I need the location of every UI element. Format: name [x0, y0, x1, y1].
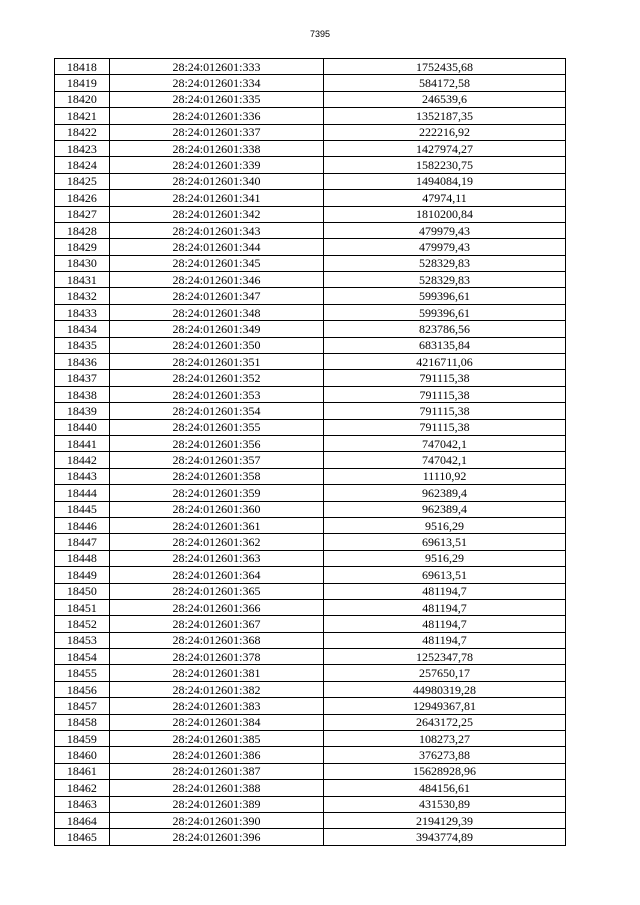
row-number-cell: 18458 [55, 714, 110, 730]
cadastral-number-cell: 28:24:012601:382 [109, 681, 323, 697]
row-number-cell: 18442 [55, 452, 110, 468]
table-row [55, 435, 566, 451]
row-number-cell: 18429 [55, 239, 110, 255]
table-row [55, 91, 566, 107]
table-row [55, 550, 566, 566]
table-row [55, 649, 566, 665]
cadastral-value-cell: 47974,11 [324, 190, 566, 206]
cadastral-number-cell: 28:24:012601:358 [109, 468, 323, 484]
cadastral-value-cell: 962389,4 [324, 485, 566, 501]
table-row [55, 714, 566, 730]
table-row [55, 75, 566, 91]
row-number-cell: 18455 [55, 665, 110, 681]
row-number-cell: 18447 [55, 534, 110, 550]
cadastral-number-cell: 28:24:012601:385 [109, 731, 323, 747]
table-row [55, 583, 566, 599]
page-number: 7395 [309, 29, 331, 39]
row-number-cell: 18431 [55, 272, 110, 288]
row-number-cell: 18428 [55, 222, 110, 238]
row-number-cell: 18435 [55, 337, 110, 353]
cadastral-value-cell: 69613,51 [324, 567, 566, 583]
cadastral-number-cell: 28:24:012601:388 [109, 780, 323, 796]
cadastral-value-cell: 9516,29 [324, 550, 566, 566]
row-number-cell: 18439 [55, 403, 110, 419]
cadastral-value-cell: 479979,43 [324, 222, 566, 238]
cadastral-number-cell: 28:24:012601:363 [109, 550, 323, 566]
row-number-cell: 18421 [55, 108, 110, 124]
cadastral-value-cell: 15628928,96 [324, 763, 566, 779]
cadastral-value-cell: 481194,7 [324, 616, 566, 632]
row-number-cell: 18418 [55, 59, 110, 75]
row-number-cell: 18464 [55, 812, 110, 828]
cadastral-value-cell: 4216711,06 [324, 354, 566, 370]
cadastral-value-cell: 11110,92 [324, 468, 566, 484]
cadastral-value-cell: 791115,38 [324, 386, 566, 402]
cadastral-value-cell: 528329,83 [324, 255, 566, 271]
cadastral-number-cell: 28:24:012601:334 [109, 75, 323, 91]
row-number-cell: 18420 [55, 91, 110, 107]
cadastral-value-cell: 823786,56 [324, 321, 566, 337]
row-number-cell: 18432 [55, 288, 110, 304]
cadastral-number-cell: 28:24:012601:351 [109, 354, 323, 370]
cadastral-value-cell: 3943774,89 [324, 829, 566, 845]
table-row [55, 272, 566, 288]
cadastral-number-cell: 28:24:012601:386 [109, 747, 323, 763]
row-number-cell: 18422 [55, 124, 110, 140]
cadastral-value-cell: 481194,7 [324, 583, 566, 599]
cadastral-number-cell: 28:24:012601:344 [109, 239, 323, 255]
cadastral-value-cell: 481194,7 [324, 599, 566, 615]
row-number-cell: 18433 [55, 304, 110, 320]
cadastral-value-cell: 791115,38 [324, 419, 566, 435]
cadastral-number-cell: 28:24:012601:335 [109, 91, 323, 107]
cadastral-number-cell: 28:24:012601:355 [109, 419, 323, 435]
row-number-cell: 18451 [55, 599, 110, 615]
table-row [55, 206, 566, 222]
cadastral-number-cell: 28:24:012601:339 [109, 157, 323, 173]
row-number-cell: 18457 [55, 698, 110, 714]
row-number-cell: 18426 [55, 190, 110, 206]
cadastral-number-cell: 28:24:012601:389 [109, 796, 323, 812]
table-row [55, 665, 566, 681]
cadastral-value-cell: 791115,38 [324, 370, 566, 386]
cadastral-number-cell: 28:24:012601:338 [109, 140, 323, 156]
table-row [55, 288, 566, 304]
row-number-cell: 18449 [55, 567, 110, 583]
table-row [55, 239, 566, 255]
cadastral-value-cell: 1494084,19 [324, 173, 566, 189]
cadastral-number-cell: 28:24:012601:384 [109, 714, 323, 730]
table-row [55, 124, 566, 140]
table-row [55, 419, 566, 435]
cadastral-value-cell: 791115,38 [324, 403, 566, 419]
row-number-cell: 18425 [55, 173, 110, 189]
cadastral-number-cell: 28:24:012601:396 [109, 829, 323, 845]
cadastral-value-cell: 69613,51 [324, 534, 566, 550]
table-row [55, 698, 566, 714]
table-row [55, 452, 566, 468]
cadastral-number-cell: 28:24:012601:387 [109, 763, 323, 779]
row-number-cell: 18419 [55, 75, 110, 91]
cadastral-value-cell: 431530,89 [324, 796, 566, 812]
cadastral-value-cell: 683135,84 [324, 337, 566, 353]
row-number-cell: 18444 [55, 485, 110, 501]
row-number-cell: 18459 [55, 731, 110, 747]
cadastral-value-cell: 599396,61 [324, 304, 566, 320]
cadastral-number-cell: 28:24:012601:353 [109, 386, 323, 402]
table-row [55, 599, 566, 615]
row-number-cell: 18443 [55, 468, 110, 484]
table-row [55, 534, 566, 550]
row-number-cell: 18460 [55, 747, 110, 763]
cadastral-number-cell: 28:24:012601:383 [109, 698, 323, 714]
cadastral-number-cell: 28:24:012601:346 [109, 272, 323, 288]
row-number-cell: 18454 [55, 649, 110, 665]
row-number-cell: 18463 [55, 796, 110, 812]
table-row [55, 370, 566, 386]
table-row [55, 731, 566, 747]
cadastral-value-cell: 1582230,75 [324, 157, 566, 173]
cadastral-value-cell: 1810200,84 [324, 206, 566, 222]
row-number-cell: 18462 [55, 780, 110, 796]
cadastral-value-cell: 747042,1 [324, 435, 566, 451]
cadastral-number-cell: 28:24:012601:340 [109, 173, 323, 189]
cadastral-number-cell: 28:24:012601:347 [109, 288, 323, 304]
table-row [55, 485, 566, 501]
table-row [55, 829, 566, 845]
table-row [55, 222, 566, 238]
cadastral-number-cell: 28:24:012601:390 [109, 812, 323, 828]
row-number-cell: 18445 [55, 501, 110, 517]
row-number-cell: 18437 [55, 370, 110, 386]
cadastral-number-cell: 28:24:012601:367 [109, 616, 323, 632]
row-number-cell: 18434 [55, 321, 110, 337]
table-row [55, 59, 566, 75]
table-row [55, 796, 566, 812]
cadastral-value-cell: 257650,17 [324, 665, 566, 681]
row-number-cell: 18440 [55, 419, 110, 435]
cadastral-value-cell: 1752435,68 [324, 59, 566, 75]
row-number-cell: 18441 [55, 435, 110, 451]
cadastral-number-cell: 28:24:012601:352 [109, 370, 323, 386]
row-number-cell: 18446 [55, 517, 110, 533]
cadastral-value-cell: 1252347,78 [324, 649, 566, 665]
table-row [55, 190, 566, 206]
cadastral-number-cell: 28:24:012601:378 [109, 649, 323, 665]
cadastral-number-cell: 28:24:012601:365 [109, 583, 323, 599]
cadastral-value-cell: 376273,88 [324, 747, 566, 763]
cadastral-number-cell: 28:24:012601:360 [109, 501, 323, 517]
table-row [55, 501, 566, 517]
row-number-cell: 18465 [55, 829, 110, 845]
row-number-cell: 18438 [55, 386, 110, 402]
cadastral-value-cell: 2643172,25 [324, 714, 566, 730]
cadastral-value-cell: 484156,61 [324, 780, 566, 796]
cadastral-value-cell: 481194,7 [324, 632, 566, 648]
table-row [55, 354, 566, 370]
cadastral-number-cell: 28:24:012601:359 [109, 485, 323, 501]
row-number-cell: 18430 [55, 255, 110, 271]
table-row [55, 616, 566, 632]
cadastral-number-cell: 28:24:012601:342 [109, 206, 323, 222]
table-row [55, 173, 566, 189]
table-row [55, 255, 566, 271]
row-number-cell: 18448 [55, 550, 110, 566]
table-row [55, 337, 566, 353]
table-row [55, 321, 566, 337]
cadastral-value-cell: 9516,29 [324, 517, 566, 533]
cadastral-number-cell: 28:24:012601:354 [109, 403, 323, 419]
cadastral-number-cell: 28:24:012601:356 [109, 435, 323, 451]
cadastral-value-cell: 584172,58 [324, 75, 566, 91]
row-number-cell: 18450 [55, 583, 110, 599]
cadastral-value-cell: 2194129,39 [324, 812, 566, 828]
cadastral-number-cell: 28:24:012601:336 [109, 108, 323, 124]
cadastral-number-cell: 28:24:012601:348 [109, 304, 323, 320]
cadastral-number-cell: 28:24:012601:366 [109, 599, 323, 615]
table-row [55, 632, 566, 648]
cadastral-value-cell: 246539,6 [324, 91, 566, 107]
table-row [55, 468, 566, 484]
row-number-cell: 18453 [55, 632, 110, 648]
table-row [55, 567, 566, 583]
cadastral-value-table [54, 58, 566, 846]
row-number-cell: 18456 [55, 681, 110, 697]
row-number-cell: 18424 [55, 157, 110, 173]
row-number-cell: 18427 [55, 206, 110, 222]
table-row [55, 747, 566, 763]
cadastral-value-cell: 12949367,81 [324, 698, 566, 714]
table-row [55, 763, 566, 779]
cadastral-value-cell: 599396,61 [324, 288, 566, 304]
cadastral-value-cell: 962389,4 [324, 501, 566, 517]
row-number-cell: 18423 [55, 140, 110, 156]
table-row [55, 517, 566, 533]
row-number-cell: 18436 [55, 354, 110, 370]
table-row [55, 403, 566, 419]
cadastral-number-cell: 28:24:012601:361 [109, 517, 323, 533]
cadastral-number-cell: 28:24:012601:364 [109, 567, 323, 583]
cadastral-number-cell: 28:24:012601:345 [109, 255, 323, 271]
cadastral-value-cell: 479979,43 [324, 239, 566, 255]
cadastral-number-cell: 28:24:012601:349 [109, 321, 323, 337]
table-body [55, 59, 566, 846]
table-row [55, 386, 566, 402]
row-number-cell: 18452 [55, 616, 110, 632]
cadastral-value-cell: 1427974,27 [324, 140, 566, 156]
table-row [55, 108, 566, 124]
cadastral-number-cell: 28:24:012601:357 [109, 452, 323, 468]
cadastral-number-cell: 28:24:012601:368 [109, 632, 323, 648]
cadastral-number-cell: 28:24:012601:343 [109, 222, 323, 238]
cadastral-number-cell: 28:24:012601:337 [109, 124, 323, 140]
cadastral-number-cell: 28:24:012601:333 [109, 59, 323, 75]
table-row [55, 157, 566, 173]
cadastral-number-cell: 28:24:012601:350 [109, 337, 323, 353]
cadastral-value-cell: 1352187,35 [324, 108, 566, 124]
cadastral-value-cell: 747042,1 [324, 452, 566, 468]
table-row [55, 304, 566, 320]
cadastral-number-cell: 28:24:012601:341 [109, 190, 323, 206]
cadastral-number-cell: 28:24:012601:362 [109, 534, 323, 550]
cadastral-number-cell: 28:24:012601:381 [109, 665, 323, 681]
table-row [55, 780, 566, 796]
table-row [55, 140, 566, 156]
cadastral-value-cell: 528329,83 [324, 272, 566, 288]
cadastral-value-cell: 108273,27 [324, 731, 566, 747]
cadastral-value-cell: 222216,92 [324, 124, 566, 140]
table-row [55, 681, 566, 697]
row-number-cell: 18461 [55, 763, 110, 779]
cadastral-value-cell: 44980319,28 [324, 681, 566, 697]
table-row [55, 812, 566, 828]
